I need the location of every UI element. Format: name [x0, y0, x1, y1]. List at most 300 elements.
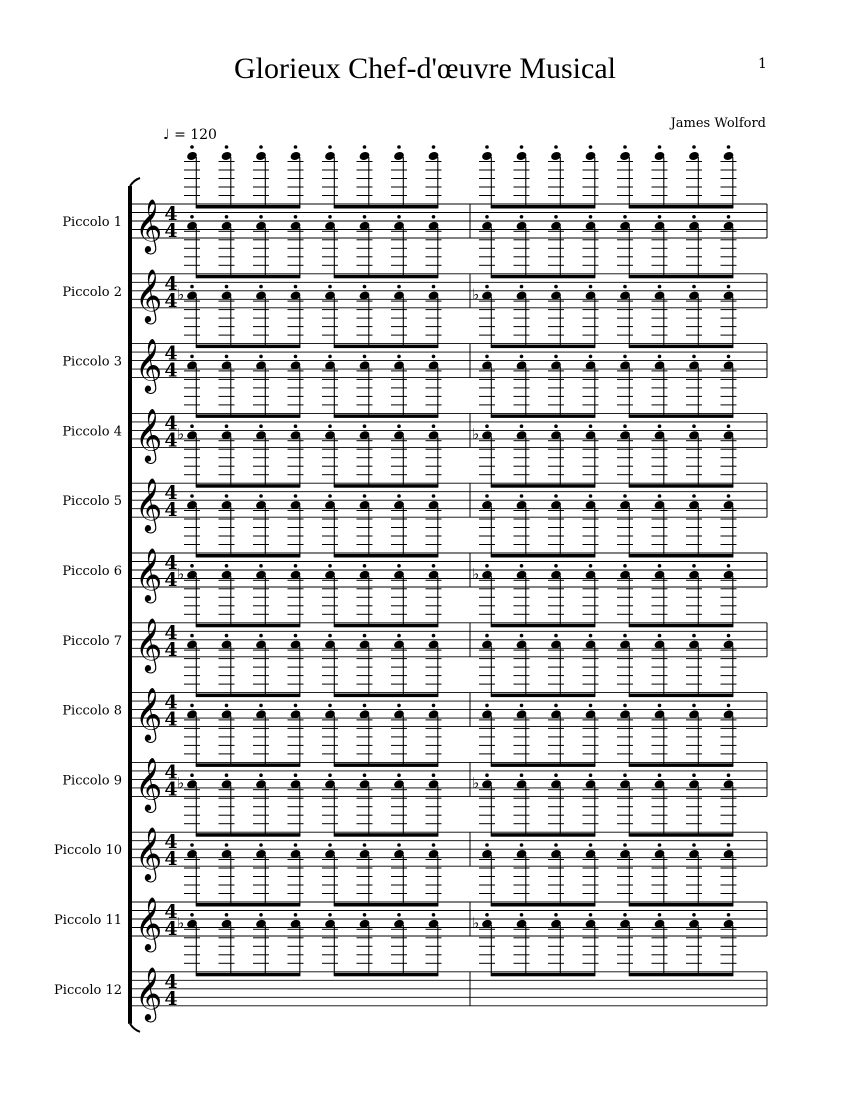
staccato-dot: [658, 215, 662, 219]
staccato-dot: [554, 494, 558, 498]
staff-label: Piccolo 8: [62, 703, 122, 719]
staccato-dot: [727, 285, 731, 289]
eighth-beam: [334, 484, 439, 488]
staccato-dot: [294, 564, 298, 568]
time-signature-bottom: 4: [164, 708, 178, 731]
eighth-beam: [196, 554, 300, 558]
staccato-dot: [520, 843, 524, 847]
time-signature-bottom: 4: [164, 918, 178, 940]
staccato-dot: [658, 843, 662, 847]
eighth-beam: [334, 973, 439, 977]
treble-clef-icon: 𝄞: [135, 477, 163, 532]
staccato-dot: [397, 355, 401, 359]
staccato-dot: [520, 773, 524, 777]
staccato-dot: [225, 285, 229, 289]
time-signature-bottom: 4: [164, 778, 178, 801]
staccato-dot: [328, 704, 332, 708]
treble-clef-icon: 𝄞: [135, 198, 163, 252]
staccato-dot: [658, 285, 662, 289]
staccato-dot: [363, 564, 367, 568]
eighth-beam: [334, 694, 439, 698]
quarter-note-icon: ♩: [163, 127, 170, 143]
staccato-dot: [485, 494, 489, 498]
staccato-dot: [623, 494, 627, 498]
time-signature-top: 4: [164, 831, 178, 854]
staccato-dot: [225, 215, 229, 219]
staccato-dot: [485, 145, 489, 149]
staccato-dot: [658, 913, 662, 917]
staccato-dot: [520, 215, 524, 219]
staccato-dot: [397, 773, 401, 777]
eighth-beam: [491, 275, 596, 279]
treble-clef-icon: 𝄞: [135, 267, 163, 322]
staccato-dot: [623, 773, 627, 777]
eighth-beam: [196, 345, 300, 349]
staccato-dot: [554, 145, 558, 149]
flat-accidental-icon: ♭: [177, 774, 185, 793]
staccato-dot: [432, 704, 436, 708]
staccato-dot: [259, 494, 263, 498]
staccato-dot: [658, 494, 662, 498]
staccato-dot: [623, 145, 627, 149]
staccato-dot: [190, 634, 194, 638]
treble-clef-icon: 𝄞: [135, 826, 163, 881]
eighth-beam: [334, 624, 439, 628]
time-signature-bottom: 4: [164, 220, 178, 242]
staccato-dot: [727, 843, 731, 847]
eighth-beam: [629, 275, 734, 279]
staccato-dot: [589, 215, 593, 219]
staccato-dot: [485, 704, 489, 708]
staccato-dot: [485, 285, 489, 289]
staccato-dot: [692, 773, 696, 777]
staccato-dot: [658, 564, 662, 568]
eighth-beam: [629, 973, 734, 977]
staccato-dot: [328, 913, 332, 917]
time-signature-top: 4: [164, 342, 178, 365]
staccato-dot: [259, 285, 263, 289]
staccato-dot: [692, 215, 696, 219]
treble-clef-icon: 𝄞: [135, 896, 163, 950]
time-signature-top: 4: [164, 552, 178, 574]
system-bracket: [128, 186, 132, 1024]
eighth-beam: [196, 205, 300, 209]
staccato-dot: [485, 634, 489, 638]
staccato-dot: [692, 285, 696, 289]
staccato-dot: [727, 424, 731, 428]
score-title: Glorieux Chef-d'œuvre Musical: [234, 52, 616, 85]
time-signature-top: 4: [164, 761, 178, 784]
staccato-dot: [589, 285, 593, 289]
staccato-dot: [328, 215, 332, 219]
staccato-dot: [225, 355, 229, 359]
staccato-dot: [225, 634, 229, 638]
flat-accidental-icon: ♭: [472, 913, 480, 932]
staccato-dot: [363, 355, 367, 359]
staccato-dot: [397, 913, 401, 917]
treble-clef-icon: 𝄞: [135, 616, 163, 671]
staccato-dot: [259, 424, 263, 428]
staccato-dot: [397, 704, 401, 708]
staccato-dot: [692, 704, 696, 708]
staccato-dot: [554, 215, 558, 219]
staccato-dot: [520, 424, 524, 428]
staccato-dot: [259, 355, 263, 359]
staccato-dot: [190, 913, 194, 917]
time-signature-top: 4: [164, 412, 178, 435]
staccato-dot: [589, 913, 593, 917]
staccato-dot: [363, 424, 367, 428]
tempo-value: = 120: [174, 127, 217, 143]
staccato-dot: [692, 634, 696, 638]
eighth-beam: [334, 205, 439, 209]
staccato-dot: [397, 494, 401, 498]
eighth-beam: [196, 624, 300, 628]
system-bracket-bottom: [130, 1024, 140, 1032]
eighth-beam: [334, 554, 439, 558]
staccato-dot: [623, 564, 627, 568]
time-signature-bottom: 4: [164, 569, 178, 591]
eighth-beam: [629, 345, 734, 349]
staccato-dot: [259, 634, 263, 638]
staccato-dot: [363, 634, 367, 638]
flat-accidental-icon: ♭: [472, 285, 480, 304]
staccato-dot: [727, 773, 731, 777]
staff-label: Piccolo 2: [62, 284, 122, 300]
staccato-dot: [363, 285, 367, 289]
staccato-dot: [658, 704, 662, 708]
staccato-dot: [432, 634, 436, 638]
staccato-dot: [259, 913, 263, 917]
staccato-dot: [554, 773, 558, 777]
staccato-dot: [727, 145, 731, 149]
eighth-beam: [629, 414, 734, 418]
staccato-dot: [589, 494, 593, 498]
staccato-dot: [692, 843, 696, 847]
staccato-dot: [363, 843, 367, 847]
treble-clef-icon: 𝄞: [135, 965, 163, 1020]
composer-name: James Wolford: [670, 116, 766, 131]
staccato-dot: [397, 634, 401, 638]
time-signature-top: 4: [164, 901, 178, 923]
time-signature-bottom: 4: [164, 638, 178, 661]
staccato-dot: [328, 424, 332, 428]
treble-clef-icon: 𝄞: [135, 337, 163, 392]
time-signature-top: 4: [164, 970, 178, 993]
page-number: 1: [758, 56, 767, 72]
staccato-dot: [397, 843, 401, 847]
time-signature-top: 4: [164, 482, 178, 505]
eighth-beam: [491, 694, 596, 698]
eighth-beam: [334, 345, 439, 349]
staccato-dot: [589, 424, 593, 428]
staccato-dot: [397, 145, 401, 149]
eighth-beam: [629, 484, 734, 488]
staccato-dot: [485, 424, 489, 428]
staccato-dot: [658, 773, 662, 777]
staccato-dot: [554, 424, 558, 428]
time-signature-bottom: 4: [164, 499, 178, 522]
staccato-dot: [190, 285, 194, 289]
staccato-dot: [328, 843, 332, 847]
staccato-dot: [225, 145, 229, 149]
staccato-dot: [520, 913, 524, 917]
staccato-dot: [623, 704, 627, 708]
staccato-dot: [658, 424, 662, 428]
staccato-dot: [259, 773, 263, 777]
staccato-dot: [520, 285, 524, 289]
flat-accidental-icon: ♭: [177, 425, 185, 444]
staccato-dot: [259, 843, 263, 847]
eighth-beam: [334, 763, 439, 767]
staccato-dot: [397, 285, 401, 289]
staccato-dot: [225, 564, 229, 568]
treble-clef-icon: 𝄞: [135, 756, 163, 811]
staff-label: Piccolo 4: [62, 424, 122, 440]
staccato-dot: [294, 634, 298, 638]
eighth-beam: [334, 903, 439, 907]
staccato-dot: [623, 843, 627, 847]
staccato-dot: [328, 494, 332, 498]
eighth-beam: [196, 903, 300, 907]
eighth-beam: [334, 275, 439, 279]
time-signature-bottom: 4: [164, 289, 178, 312]
staccato-dot: [554, 704, 558, 708]
staccato-dot: [363, 913, 367, 917]
flat-accidental-icon: ♭: [472, 774, 480, 793]
staccato-dot: [225, 843, 229, 847]
staff-label: Piccolo 5: [62, 494, 122, 510]
staccato-dot: [190, 564, 194, 568]
eighth-beam: [196, 833, 300, 837]
staccato-dot: [225, 773, 229, 777]
eighth-beam: [491, 554, 596, 558]
flat-accidental-icon: ♭: [177, 913, 185, 932]
staccato-dot: [485, 773, 489, 777]
time-signature-top: 4: [164, 621, 178, 644]
eighth-beam: [629, 903, 734, 907]
time-signature-bottom: 4: [164, 848, 178, 871]
staccato-dot: [225, 424, 229, 428]
eighth-beam: [491, 833, 596, 837]
time-signature-bottom: 4: [164, 359, 178, 382]
treble-clef-icon: 𝄞: [135, 686, 163, 741]
staccato-dot: [692, 355, 696, 359]
staccato-dot: [727, 564, 731, 568]
eighth-beam: [334, 414, 439, 418]
eighth-beam: [491, 624, 596, 628]
staccato-dot: [294, 285, 298, 289]
staccato-dot: [190, 773, 194, 777]
staccato-dot: [520, 355, 524, 359]
staccato-dot: [294, 913, 298, 917]
staccato-dot: [589, 843, 593, 847]
time-signature-bottom: 4: [164, 987, 178, 1010]
eighth-beam: [629, 205, 734, 209]
staccato-dot: [692, 913, 696, 917]
staccato-dot: [589, 145, 593, 149]
flat-accidental-icon: ♭: [472, 425, 480, 444]
time-signature-top: 4: [164, 272, 178, 295]
eighth-beam: [491, 973, 596, 977]
staccato-dot: [294, 773, 298, 777]
staccato-dot: [623, 634, 627, 638]
staccato-dot: [727, 355, 731, 359]
staff-label: Piccolo 3: [62, 354, 122, 370]
eighth-beam: [491, 205, 596, 209]
staccato-dot: [225, 704, 229, 708]
staccato-dot: [589, 564, 593, 568]
staccato-dot: [589, 634, 593, 638]
flat-accidental-icon: ♭: [472, 564, 480, 583]
staccato-dot: [328, 773, 332, 777]
staccato-dot: [554, 355, 558, 359]
staccato-dot: [397, 424, 401, 428]
eighth-beam: [629, 554, 734, 558]
staccato-dot: [294, 704, 298, 708]
staccato-dot: [485, 913, 489, 917]
eighth-beam: [196, 414, 300, 418]
staccato-dot: [190, 145, 194, 149]
staccato-dot: [363, 494, 367, 498]
staccato-dot: [432, 564, 436, 568]
staccato-dot: [190, 494, 194, 498]
staccato-dot: [328, 285, 332, 289]
staccato-dot: [190, 215, 194, 219]
staccato-dot: [397, 215, 401, 219]
staccato-dot: [520, 145, 524, 149]
staccato-dot: [190, 704, 194, 708]
staccato-dot: [727, 913, 731, 917]
staccato-dot: [363, 145, 367, 149]
flat-accidental-icon: ♭: [177, 285, 185, 304]
staccato-dot: [623, 355, 627, 359]
staff-label: Piccolo 1: [62, 215, 122, 230]
staccato-dot: [727, 634, 731, 638]
eighth-beam: [196, 484, 300, 488]
staccato-dot: [363, 704, 367, 708]
staccato-dot: [554, 913, 558, 917]
staccato-dot: [259, 564, 263, 568]
staccato-dot: [259, 215, 263, 219]
staccato-dot: [658, 634, 662, 638]
time-signature-bottom: 4: [164, 429, 178, 452]
system-bracket-top: [130, 178, 140, 186]
staccato-dot: [727, 704, 731, 708]
staccato-dot: [432, 355, 436, 359]
staccato-dot: [432, 843, 436, 847]
eighth-beam: [196, 275, 300, 279]
staccato-dot: [623, 913, 627, 917]
staccato-dot: [589, 773, 593, 777]
staff-label: Piccolo 10: [54, 843, 122, 859]
treble-clef-icon: 𝄞: [135, 547, 163, 601]
staff-label: Piccolo 9: [62, 773, 122, 789]
staff-label: Piccolo 12: [54, 982, 122, 998]
staff-label: Piccolo 11: [54, 913, 122, 928]
staccato-dot: [727, 494, 731, 498]
staccato-dot: [432, 145, 436, 149]
staccato-dot: [485, 355, 489, 359]
eighth-beam: [334, 833, 439, 837]
staccato-dot: [554, 285, 558, 289]
staccato-dot: [363, 773, 367, 777]
staccato-dot: [294, 145, 298, 149]
eighth-beam: [629, 624, 734, 628]
flat-accidental-icon: ♭: [177, 564, 185, 583]
staccato-dot: [520, 704, 524, 708]
staccato-dot: [485, 564, 489, 568]
eighth-beam: [491, 484, 596, 488]
staff: [62, 145, 767, 254]
staccato-dot: [432, 285, 436, 289]
staccato-dot: [520, 494, 524, 498]
staccato-dot: [623, 285, 627, 289]
staccato-dot: [692, 494, 696, 498]
staccato-dot: [328, 145, 332, 149]
eighth-beam: [491, 763, 596, 767]
staccato-dot: [432, 913, 436, 917]
eighth-beam: [196, 973, 300, 977]
staccato-dot: [328, 634, 332, 638]
staccato-dot: [259, 145, 263, 149]
staccato-dot: [294, 494, 298, 498]
staccato-dot: [520, 564, 524, 568]
eighth-beam: [196, 694, 300, 698]
eighth-beam: [491, 414, 596, 418]
staccato-dot: [658, 355, 662, 359]
staccato-dot: [294, 215, 298, 219]
staccato-dot: [294, 843, 298, 847]
staccato-dot: [692, 145, 696, 149]
treble-clef-icon: 𝄞: [135, 407, 163, 462]
staff-label: Piccolo 6: [62, 564, 122, 579]
staccato-dot: [397, 564, 401, 568]
eighth-beam: [629, 694, 734, 698]
staccato-dot: [432, 494, 436, 498]
eighth-beam: [491, 345, 596, 349]
staccato-dot: [328, 355, 332, 359]
eighth-beam: [196, 763, 300, 767]
time-signature-top: 4: [164, 691, 178, 714]
staccato-dot: [485, 843, 489, 847]
staff-label: Piccolo 7: [62, 633, 122, 649]
staccato-dot: [658, 145, 662, 149]
staccato-dot: [485, 215, 489, 219]
staccato-dot: [190, 424, 194, 428]
staccato-dot: [190, 355, 194, 359]
staccato-dot: [589, 355, 593, 359]
staccato-dot: [520, 634, 524, 638]
staccato-dot: [589, 704, 593, 708]
eighth-beam: [491, 903, 596, 907]
staccato-dot: [328, 564, 332, 568]
staccato-dot: [294, 355, 298, 359]
time-signature-top: 4: [164, 203, 178, 225]
staccato-dot: [554, 843, 558, 847]
staccato-dot: [432, 773, 436, 777]
staccato-dot: [432, 215, 436, 219]
staccato-dot: [623, 424, 627, 428]
staccato-dot: [727, 215, 731, 219]
eighth-beam: [629, 833, 734, 837]
staccato-dot: [432, 424, 436, 428]
staccato-dot: [554, 634, 558, 638]
staccato-dot: [294, 424, 298, 428]
staccato-dot: [692, 424, 696, 428]
staccato-dot: [554, 564, 558, 568]
eighth-beam: [629, 763, 734, 767]
